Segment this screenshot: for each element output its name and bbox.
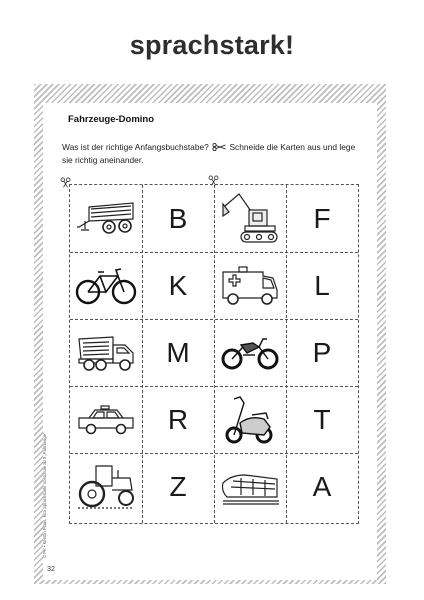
ambulance-icon	[219, 264, 281, 308]
bicycle-icon	[74, 266, 138, 306]
letter-b: B	[168, 202, 188, 234]
letter-z: Z	[169, 470, 187, 502]
letter-f: F	[313, 202, 331, 234]
card-picture	[214, 252, 286, 319]
card-letter	[286, 386, 358, 453]
worksheet-title: Fahrzeuge-Domino	[68, 114, 155, 125]
card-letter	[286, 319, 358, 386]
card-letter	[142, 386, 214, 453]
card-picture	[70, 185, 142, 252]
card-letter	[142, 185, 214, 252]
card-picture	[214, 319, 286, 386]
letter-a: A	[312, 470, 332, 502]
letter-m: M	[166, 336, 190, 368]
card-picture	[214, 185, 286, 252]
letter-k: K	[168, 269, 188, 301]
card-picture	[214, 453, 286, 520]
instruction-task: Schneide die Karten aus und lege sie richtig aneinander.	[62, 142, 356, 165]
domino-grid	[69, 184, 359, 524]
trailer-icon	[75, 197, 137, 241]
train-icon	[219, 467, 281, 507]
card-letter	[286, 453, 358, 520]
card-letter	[142, 453, 214, 520]
letter-r: R	[167, 403, 189, 435]
letter-l: L	[314, 269, 330, 301]
motorcycle-icon	[219, 333, 281, 373]
card-picture	[70, 319, 142, 386]
dump-truck-icon	[75, 331, 137, 375]
card-picture	[70, 453, 142, 520]
excavator-icon	[219, 190, 281, 248]
card-letter	[286, 252, 358, 319]
worksheet-instruction	[62, 141, 362, 166]
letter-p: P	[312, 336, 332, 368]
card-picture	[70, 386, 142, 453]
card-letter	[286, 185, 358, 252]
letter-t: T	[313, 403, 331, 435]
card-picture	[214, 386, 286, 453]
scooter-icon	[220, 393, 280, 447]
card-letter	[142, 252, 214, 319]
side-credit: © PK • Kerstin Plaas, Kita Sprachstark! Vorschule ab 5 „Fahrzeuge“	[42, 432, 47, 558]
page-number: 32	[47, 564, 55, 573]
page-header-title: sprachstark!	[129, 30, 295, 60]
police-car-icon	[75, 402, 137, 438]
scissors-icon	[212, 143, 226, 151]
tractor-icon	[74, 460, 138, 514]
card-picture	[70, 252, 142, 319]
instruction-question: Was ist der richtige Anfangsbuchstabe?	[62, 142, 209, 152]
card-letter	[142, 319, 214, 386]
